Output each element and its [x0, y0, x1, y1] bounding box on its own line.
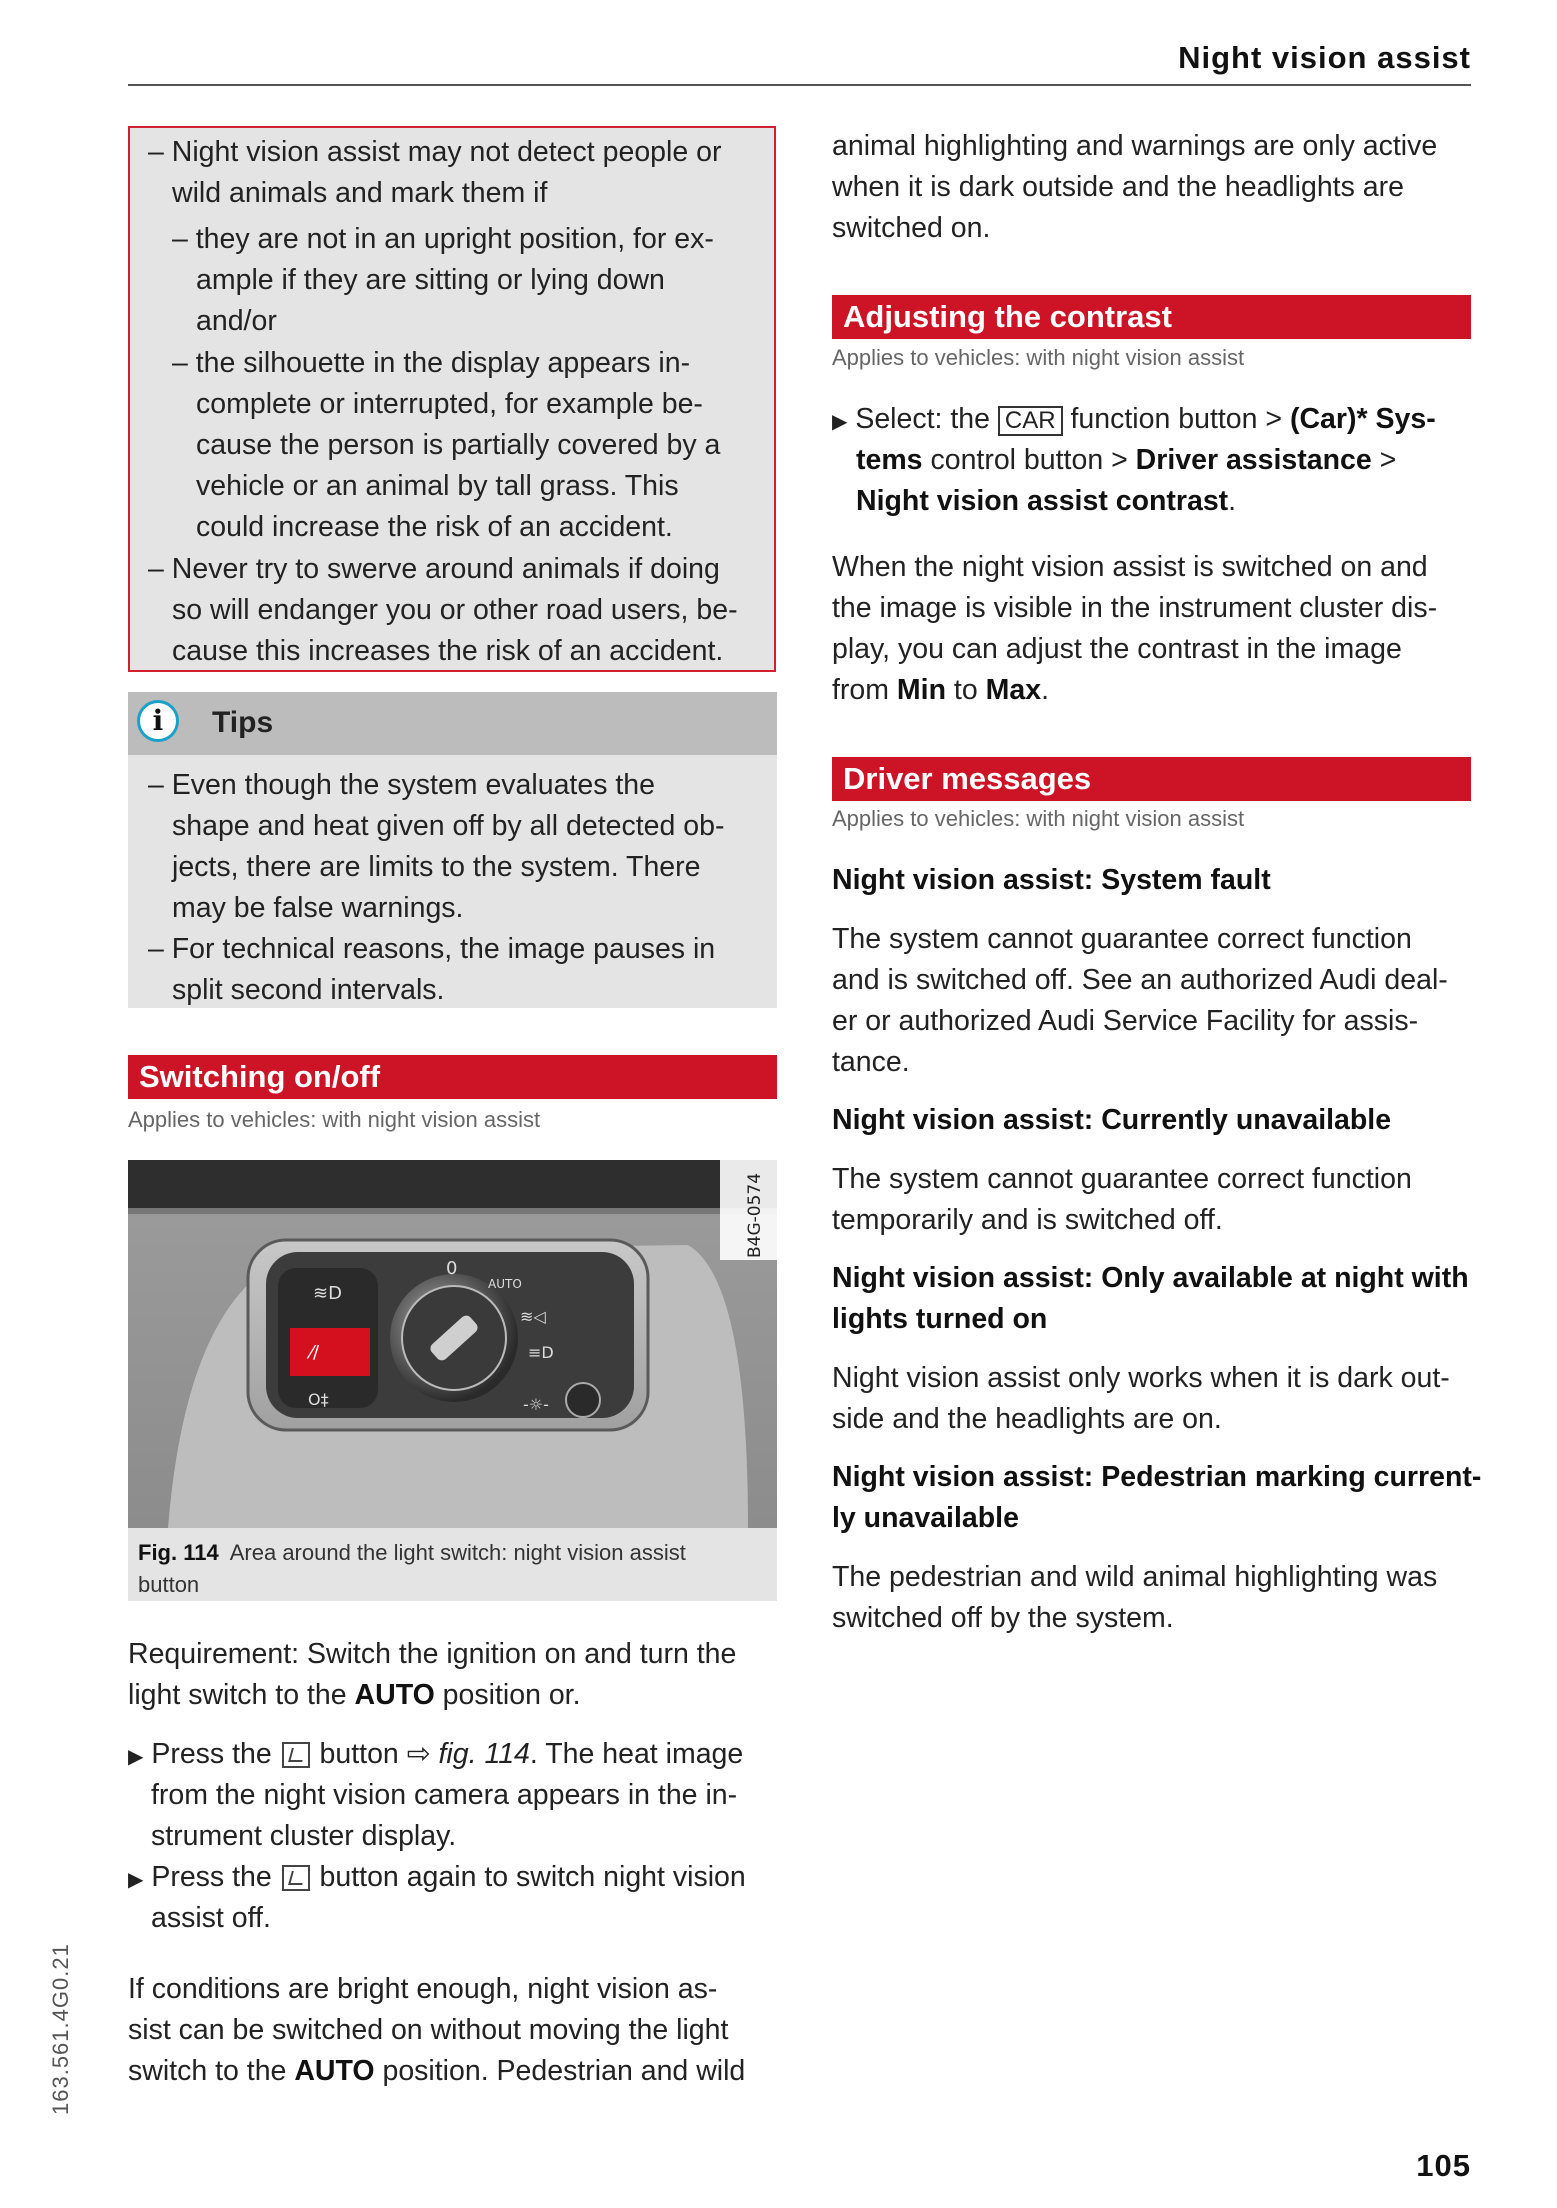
tips-line: shape and heat given off by all detected ob- [172, 810, 725, 842]
section-title-switching: Switching on/off [128, 1055, 777, 1099]
step-1-cont: strument cluster display. [151, 1820, 457, 1852]
warning-line: vehicle or an animal by tall grass. This [196, 470, 679, 502]
message-heading: Night vision assist: Currently unavailable [832, 1104, 1392, 1136]
page-number: 105 [1416, 2148, 1471, 2183]
message-text: The pedestrian and wild animal highlighting was [832, 1561, 1438, 1593]
header-divider [128, 84, 1471, 86]
requirement-text [128, 1675, 581, 1716]
figure-label-auto: AUTO [488, 1277, 522, 1291]
intro-line: animal highlighting and warnings are only active [832, 130, 1438, 162]
text-span: switch to the [128, 2055, 295, 2087]
figure-code: B4G-0574 [745, 1172, 765, 1258]
message-text: temporarily and is switched off. [832, 1204, 1223, 1236]
tips-title: Tips [212, 706, 274, 739]
figure-caption [138, 1537, 686, 1569]
requirement-text: Requirement: Switch the ignition on and turn the [128, 1638, 737, 1670]
car-key-icon: CAR [998, 406, 1063, 436]
text-span: position or. [434, 1679, 581, 1711]
warning-line: – the silhouette in the display appears in- [172, 347, 691, 379]
contrast-instruction [832, 399, 1436, 443]
warning-line: so will endanger you or other road users, be- [172, 594, 738, 626]
step-2 [128, 1857, 746, 1901]
message-heading: Night vision assist: Pedestrian marking current- [832, 1461, 1482, 1493]
warning-line: complete or interrupted, for example be- [196, 388, 703, 420]
figure-reference-link[interactable]: fig. 114 [438, 1738, 530, 1770]
text-span: to [946, 674, 986, 706]
figure-caption-label: Fig. 114 [138, 1540, 219, 1565]
warning-line: – Night vision assist may not detect people or [148, 136, 722, 168]
message-heading: lights turned on [832, 1303, 1048, 1335]
intro-line: when it is dark outside and the headlights are [832, 171, 1404, 203]
warning-line: and/or [196, 305, 277, 337]
text-span: control button > [922, 444, 1136, 476]
night-vision-button-icon [282, 1865, 310, 1891]
text-span: . The heat image [529, 1738, 744, 1770]
text-span-bold: Max [985, 674, 1042, 706]
section-title-contrast: Adjusting the contrast [832, 295, 1471, 339]
contrast-body: play, you can adjust the contrast in the image [832, 633, 1402, 665]
text-span-bold: AUTO [354, 1679, 435, 1711]
text-span: button ⇨ [319, 1738, 431, 1770]
contrast-instruction-cont [856, 440, 1396, 481]
svg-text:-☼-: -☼- [523, 1395, 549, 1414]
text-span: button again to switch night vision [319, 1861, 746, 1893]
text-span-bold: Min [896, 674, 946, 706]
applies-note: Applies to vehicles: with night vision assist [128, 1107, 541, 1132]
message-heading: Night vision assist: System fault [832, 864, 1271, 896]
step-1 [128, 1734, 743, 1778]
contrast-instruction-cont [856, 481, 1236, 522]
bullet-arrow-icon: ▶ [128, 1746, 144, 1768]
tips-line: – Even though the system evaluates the [148, 769, 655, 801]
contrast-body [832, 670, 1049, 711]
warning-line: – they are not in an upright position, for ex- [172, 223, 714, 255]
figure-caption-text: button [138, 1572, 200, 1597]
message-text: The system cannot guarantee correct function [832, 1163, 1412, 1195]
figure-caption-text: Area around the light switch: night vision assist [229, 1540, 686, 1565]
message-text: The system cannot guarantee correct function [832, 923, 1412, 955]
text-span-bold: Driver assistance [1135, 444, 1372, 476]
step-2-cont: assist off. [151, 1902, 271, 1934]
conditions-text [128, 2051, 745, 2092]
document-code: 163.561.4G0.21 [48, 1943, 73, 2115]
applies-note: Applies to vehicles: with night vision assist [832, 806, 1245, 831]
text-span-bold: tems [856, 444, 923, 476]
text-span-bold: Night vision assist contrast [856, 485, 1229, 517]
tips-line: – For technical reasons, the image pauses in [148, 933, 716, 965]
text-span: > [1371, 444, 1397, 476]
svg-text:≋◁: ≋◁ [520, 1307, 546, 1326]
text-span: position. Pedestrian and wild [374, 2055, 746, 2087]
intro-line: switched on. [832, 212, 991, 244]
light-switch-illustration [128, 1160, 777, 1528]
conditions-text: sist can be switched on without moving the light [128, 2014, 729, 2046]
contrast-body: When the night vision assist is switched on and [832, 551, 1428, 583]
message-heading: ly unavailable [832, 1502, 1019, 1534]
svg-text:≋D: ≋D [313, 1283, 342, 1304]
warning-line: could increase the risk of an accident. [196, 511, 673, 543]
applies-note: Applies to vehicles: with night vision assist [832, 345, 1245, 370]
svg-text:O‡: O‡ [308, 1390, 329, 1409]
tips-line: jects, there are limits to the system. There [172, 851, 701, 883]
warning-line: cause this increases the risk of an accident. [172, 635, 724, 667]
text-span: Select: the [855, 403, 990, 435]
page-header-title: Night vision assist [1178, 40, 1471, 75]
warning-line: – Never try to swerve around animals if doing [148, 553, 720, 585]
night-vision-button-icon [282, 1742, 310, 1768]
conditions-text: If conditions are bright enough, night vision as- [128, 1973, 718, 2005]
message-text: and is switched off. See an authorized Audi deal- [832, 964, 1448, 996]
message-text: tance. [832, 1046, 910, 1078]
info-icon: i [137, 700, 179, 742]
message-text: switched off by the system. [832, 1602, 1174, 1634]
text-span: light switch to the [128, 1679, 355, 1711]
text-span-bold: AUTO [294, 2055, 375, 2087]
text-span: function button > [1070, 403, 1290, 435]
figure-light-switch [128, 1160, 777, 1528]
text-span: Press the [151, 1738, 272, 1770]
message-text: Night vision assist only works when it is dark out- [832, 1362, 1450, 1394]
text-span-bold: (Car)* Sys- [1289, 403, 1436, 435]
figure-label-zero: 0 [446, 1258, 458, 1279]
tips-line: may be false warnings. [172, 892, 464, 924]
text-span: . [1228, 485, 1237, 517]
warning-line: ample if they are sitting or lying down [196, 264, 665, 296]
text-span: Press the [151, 1861, 272, 1893]
bullet-arrow-icon: ▶ [128, 1869, 144, 1891]
warning-line: wild animals and mark them if [172, 177, 548, 209]
contrast-body: the image is visible in the instrument cluster dis- [832, 592, 1438, 624]
text-span: from [832, 674, 897, 706]
tips-line: split second intervals. [172, 974, 445, 1006]
message-text: er or authorized Audi Service Facility for assis- [832, 1005, 1419, 1037]
svg-text:⁄/: ⁄/ [310, 1342, 320, 1363]
step-1-cont: from the night vision camera appears in the in- [151, 1779, 738, 1811]
section-title-driver-messages: Driver messages [832, 757, 1471, 801]
svg-text:≡D: ≡D [528, 1343, 554, 1362]
bullet-arrow-icon: ▶ [832, 411, 848, 433]
message-text: side and the headlights are on. [832, 1403, 1222, 1435]
message-heading: Night vision assist: Only available at night with [832, 1262, 1469, 1294]
warning-line: cause the person is partially covered by a [196, 429, 721, 461]
text-span: . [1041, 674, 1049, 706]
